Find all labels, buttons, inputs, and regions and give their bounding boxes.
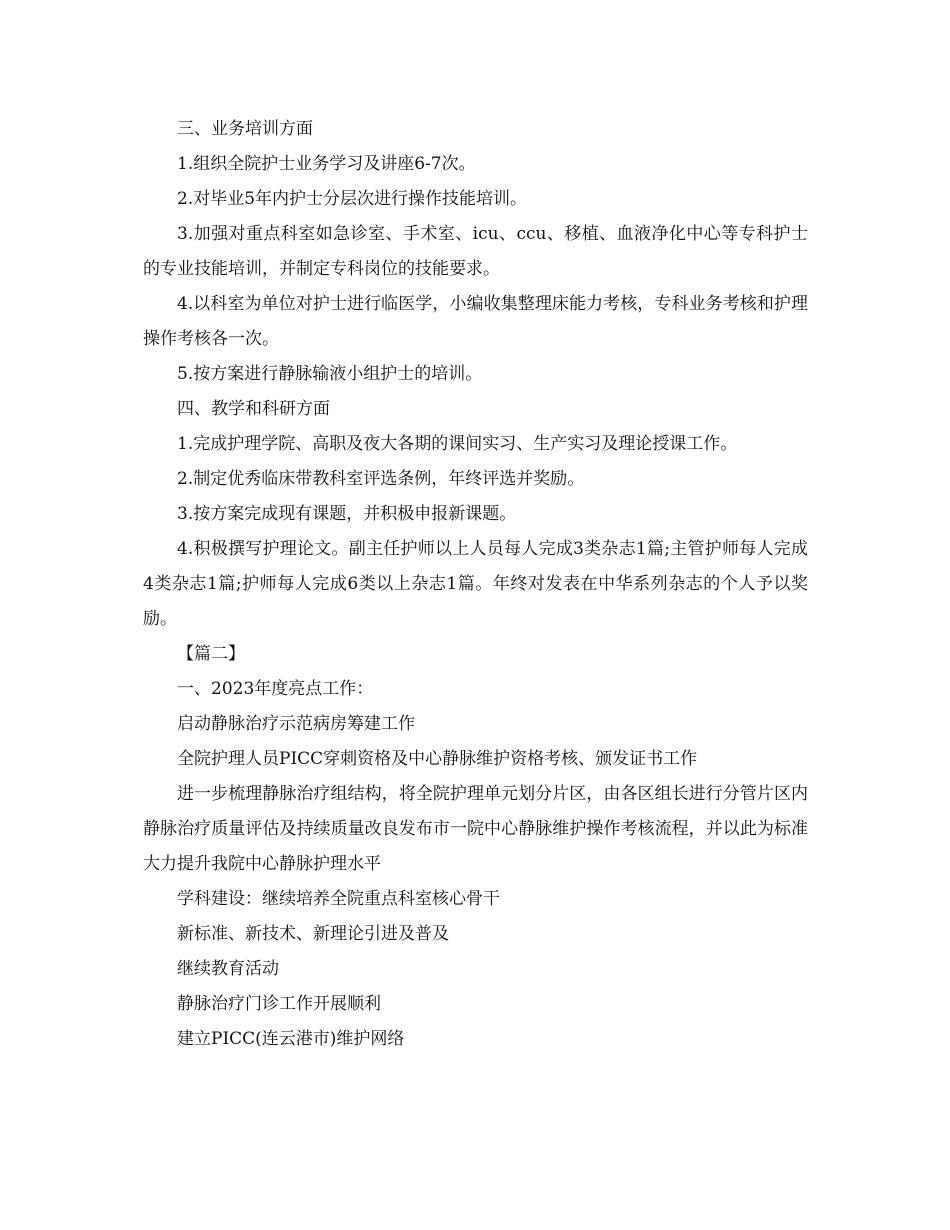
paragraph: 1.组织全院护士业务学习及讲座6-7次。: [177, 154, 476, 174]
section-heading-training: 三、业务培训方面: [177, 119, 313, 139]
section-heading-teaching-research: 四、教学和科研方面: [177, 399, 330, 419]
paragraph: 启动静脉治疗示范病房筹建工作: [177, 714, 415, 734]
document-body: [143, 112, 808, 1057]
paragraph: 4.以科室为单位对护士进行临医学，小编收集整理床能力考核，专科业务考核和护理操作考核各一次。: [143, 294, 808, 349]
paragraph: 继续教育活动: [177, 959, 279, 979]
paragraph: 进一步梳理静脉治疗组结构，将全院护理单元划分片区，由各区组长进行分管片区内静脉治疗质量评估及持续质量改良发布市一院中心静脉维护操作考核流程，并以此为标准大力提升我院中心静脉护理水平: [143, 784, 808, 874]
paragraph: 2.对毕业5年内护士分层次进行操作技能培训。: [177, 189, 528, 209]
paragraph: 建立PICC(连云港市)维护网络: [177, 1029, 405, 1049]
paragraph: 4.积极撰写护理论文。副主任护师以上人员每人完成3类杂志1篇;主管护师每人完成4类杂志1篇;护师每人完成6类以上杂志1篇。年终对发表在中华系列杂志的个人予以奖励。: [143, 539, 808, 629]
paragraph: 3.按方案完成现有课题，并积极申报新课题。: [177, 504, 517, 524]
section-heading-highlights: 一、2023年度亮点工作：: [177, 679, 374, 699]
paragraph: 1.完成护理学院、高职及夜大各期的课间实习、生产实习及理论授课工作。: [177, 434, 738, 454]
paragraph: 2.制定优秀临床带教科室评选条例，年终评选并奖励。: [177, 469, 585, 489]
part-heading: 【篇二】: [177, 644, 245, 664]
paragraph: 5.按方案进行静脉输液小组护士的培训。: [177, 364, 483, 384]
paragraph: 3.加强对重点科室如急诊室、手术室、icu、ccu、移植、血液净化中心等专科护士的专业技能培训，并制定专科岗位的技能要求。: [143, 224, 808, 279]
paragraph: 学科建设：继续培养全院重点科室核心骨干: [177, 889, 500, 909]
paragraph: 新标准、新技术、新理论引进及普及: [177, 924, 449, 944]
paragraph: 全院护理人员PICC穿刺资格及中心静脉维护资格考核、颁发证书工作: [177, 749, 698, 769]
paragraph: 静脉治疗门诊工作开展顺利: [177, 994, 381, 1014]
